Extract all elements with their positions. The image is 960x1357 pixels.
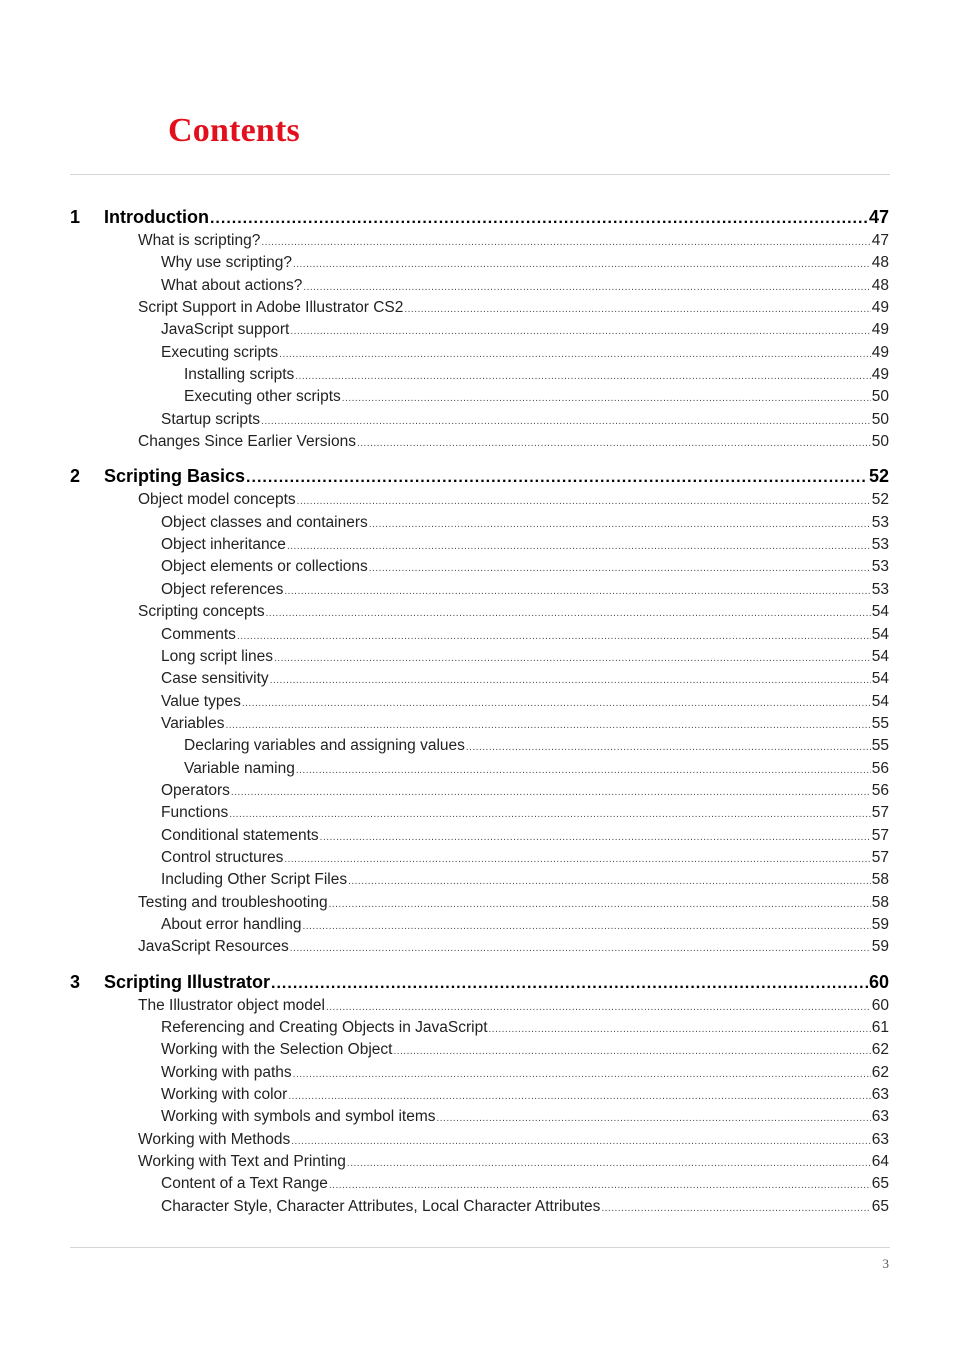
dot-leader	[293, 1069, 871, 1080]
toc-entry-page: 57	[871, 804, 889, 822]
toc-entry-title: About error handling	[161, 915, 302, 933]
dot-leader	[295, 371, 870, 382]
toc-entry-page: 54	[871, 670, 889, 688]
dot-leader	[302, 921, 870, 932]
toc-entry-title: JavaScript Resources	[138, 938, 289, 956]
dot-leader	[369, 519, 871, 530]
dot-leader	[393, 1046, 870, 1057]
toc-entry-title: Variable naming	[184, 759, 295, 777]
toc-entry[interactable]	[184, 366, 889, 388]
chapter-heading[interactable]	[0, 206, 960, 232]
toc-entry-page: 48	[871, 276, 889, 294]
toc-entry[interactable]	[161, 1019, 889, 1041]
dot-leader	[347, 1158, 871, 1169]
toc-entry-page: 53	[871, 536, 889, 554]
toc-entry-page: 65	[871, 1175, 889, 1193]
dot-leader	[293, 259, 871, 270]
toc-entry-title: Working with Text and Printing	[138, 1153, 346, 1171]
toc-entry-title: Object inheritance	[161, 536, 286, 554]
toc-entry-title: Comments	[161, 625, 236, 643]
toc-entry[interactable]	[184, 760, 889, 782]
dot-leader	[404, 304, 870, 315]
chapter-number: 1	[70, 207, 81, 227]
toc-entry[interactable]	[161, 670, 889, 692]
toc-entry-page: 63	[871, 1108, 889, 1126]
toc-entry[interactable]	[138, 1131, 889, 1153]
toc-entry[interactable]	[161, 804, 889, 826]
chapter-title: Scripting Illustrator	[104, 971, 271, 992]
toc-entry-page: 57	[871, 826, 889, 844]
dot-leader	[237, 631, 871, 642]
toc-entry[interactable]	[161, 916, 889, 938]
dot-leader	[466, 742, 871, 753]
toc-entry-title: Testing and troubleshooting	[138, 893, 328, 911]
dot-leader	[290, 326, 870, 337]
dot-leader	[229, 809, 871, 820]
toc-entry-title: What is scripting?	[138, 232, 261, 249]
toc-entry-title: Installing scripts	[184, 366, 295, 384]
toc-entry-page: 52	[871, 491, 889, 509]
toc-entry[interactable]	[161, 715, 889, 737]
toc-entry-page: 56	[871, 759, 889, 777]
toc-entry-title: Value types	[161, 692, 241, 710]
dot-leader	[288, 1091, 870, 1102]
toc-entry-title: Declaring variables and assigning values	[184, 737, 465, 755]
toc-entry-page: 60	[871, 996, 889, 1014]
chapter-number: 2	[70, 466, 81, 487]
dot-leader	[357, 438, 871, 449]
toc-entry-page: 50	[871, 410, 889, 428]
toc-entry-title: Working with color	[161, 1086, 288, 1104]
toc-entry-title: Object model concepts	[138, 491, 296, 509]
header-divider	[70, 174, 890, 175]
toc-entry-page: 62	[871, 1041, 889, 1059]
toc-entry-page: 54	[871, 603, 889, 621]
toc-entry[interactable]	[161, 648, 889, 670]
toc-entry-page: 53	[871, 580, 889, 598]
dot-leader	[342, 393, 871, 404]
toc-entry[interactable]	[161, 1086, 889, 1108]
chapter-heading[interactable]	[0, 465, 960, 491]
toc-entry-page: 49	[871, 321, 889, 339]
toc-entry-page: 54	[871, 647, 889, 665]
toc-entry[interactable]	[138, 1153, 889, 1175]
toc-entry-title: Startup scripts	[161, 410, 261, 428]
toc-entry-title: Working with the Selection Object	[161, 1041, 393, 1059]
toc-entry-page: 58	[871, 893, 889, 911]
page-title: Contents	[168, 112, 300, 149]
toc-entry-page: 55	[871, 714, 889, 732]
toc-entry[interactable]	[161, 411, 889, 433]
toc-entry[interactable]	[138, 232, 889, 254]
toc-entry-title: JavaScript support	[161, 321, 290, 339]
toc-entry-page: 65	[871, 1197, 889, 1215]
toc-entry[interactable]	[161, 581, 889, 603]
toc-entry-page: 48	[871, 254, 889, 272]
chapter-spacer	[0, 961, 960, 969]
page-number: 3	[882, 1256, 889, 1271]
toc-entry-title: Control structures	[161, 848, 284, 866]
toc-entry-page: 49	[871, 366, 889, 384]
toc-entry[interactable]	[161, 693, 889, 715]
dot-leader	[320, 832, 871, 843]
toc-entry-page: 53	[871, 558, 889, 576]
dot-leader	[225, 720, 870, 731]
dot-leader	[242, 698, 871, 709]
toc-entry-title: Variables	[161, 714, 225, 732]
toc-entry-title: Object elements or collections	[161, 558, 368, 576]
dot-leader	[210, 210, 868, 228]
toc-entry-title: Conditional statements	[161, 826, 319, 844]
dot-leader	[489, 1024, 871, 1035]
toc-entry-page: 64	[871, 1153, 889, 1171]
dot-leader	[437, 1113, 871, 1124]
toc-entry-page: 59	[871, 938, 889, 956]
toc-entry-page: 62	[871, 1063, 889, 1081]
toc-entry[interactable]	[184, 737, 889, 759]
dot-leader	[348, 876, 871, 887]
dot-leader	[266, 608, 871, 619]
dot-leader	[261, 237, 870, 248]
dot-leader	[274, 653, 871, 664]
table-of-contents	[0, 204, 960, 1220]
toc-entry[interactable]	[161, 321, 889, 343]
toc-entry-title: What about actions?	[161, 276, 303, 294]
chapter-page-number: 60	[868, 971, 889, 992]
toc-entry-title: Object references	[161, 580, 284, 598]
dot-leader	[279, 349, 871, 360]
toc-entry[interactable]	[161, 514, 889, 536]
toc-entry-page: 58	[871, 871, 889, 889]
toc-entry[interactable]	[161, 536, 889, 558]
toc-entry[interactable]	[161, 871, 889, 893]
chapter-title: Introduction	[104, 207, 209, 227]
toc-entry-page: 49	[871, 343, 889, 361]
toc-entry-title: Scripting concepts	[138, 603, 265, 621]
toc-entry-title: The Illustrator object model	[138, 996, 325, 1014]
toc-entry[interactable]	[161, 827, 889, 849]
toc-entry-title: Working with symbols and symbol items	[161, 1108, 436, 1126]
toc-entry[interactable]	[138, 603, 889, 625]
chapter-page-number: 52	[868, 466, 889, 487]
toc-entry-title: Object classes and containers	[161, 513, 368, 531]
toc-entry[interactable]	[138, 894, 889, 916]
toc-entry[interactable]	[161, 254, 889, 276]
dot-leader	[303, 282, 870, 293]
toc-entry-page: 54	[871, 692, 889, 710]
toc-entry[interactable]	[161, 558, 889, 580]
toc-entry-page: 53	[871, 513, 889, 531]
toc-entry-page: 54	[871, 625, 889, 643]
toc-entry-title: Character Style, Character Attributes, Local Character Attributes	[161, 1197, 601, 1215]
toc-entry-title: Operators	[161, 781, 230, 799]
toc-entry[interactable]	[161, 277, 889, 299]
toc-entry-title: Long script lines	[161, 647, 274, 665]
toc-entry[interactable]	[161, 782, 889, 804]
dot-leader	[270, 675, 871, 686]
dot-leader	[329, 1180, 871, 1191]
toc-entry[interactable]	[161, 626, 889, 648]
toc-entry-page: 55	[871, 737, 889, 755]
toc-entry-title: Changes Since Earlier Versions	[138, 433, 356, 451]
toc-entry-page: 50	[871, 433, 889, 451]
chapter-heading[interactable]	[0, 971, 960, 997]
dot-leader	[284, 854, 870, 865]
toc-entry-page: 47	[871, 232, 889, 249]
toc-entry-page: 57	[871, 848, 889, 866]
toc-entry-title: Referencing and Creating Objects in JavaScript	[161, 1019, 488, 1036]
toc-entry-title: Case sensitivity	[161, 670, 269, 688]
toc-entry[interactable]	[161, 1175, 889, 1197]
dot-leader	[284, 586, 870, 597]
dot-leader	[231, 787, 871, 798]
toc-entry-title: Functions	[161, 804, 229, 822]
dot-leader	[287, 541, 871, 552]
toc-entry-page: 61	[871, 1019, 889, 1036]
toc-entry-page: 63	[871, 1130, 889, 1148]
toc-entry[interactable]	[138, 433, 889, 455]
toc-entry[interactable]	[161, 1041, 889, 1063]
dot-leader	[296, 765, 871, 776]
toc-entry[interactable]	[138, 299, 889, 321]
toc-entry-page: 49	[871, 299, 889, 317]
toc-entry[interactable]	[138, 938, 889, 960]
toc-entry-title: Executing other scripts	[184, 388, 341, 406]
toc-entry-page: 63	[871, 1086, 889, 1104]
toc-entry-page: 50	[871, 388, 889, 406]
dot-leader	[290, 943, 871, 954]
toc-entry-title: Working with Methods	[138, 1130, 291, 1148]
dot-leader	[297, 496, 871, 507]
toc-entry[interactable]	[161, 1198, 889, 1220]
toc-entry[interactable]	[161, 1108, 889, 1130]
chapter-number: 3	[70, 971, 81, 992]
dot-leader	[261, 416, 871, 427]
dot-leader	[291, 1136, 871, 1147]
toc-entry[interactable]	[161, 1064, 889, 1086]
toc-entry-title: Why use scripting?	[161, 254, 292, 272]
chapter-spacer	[0, 455, 960, 463]
chapter-title: Scripting Basics	[104, 466, 246, 487]
toc-entry-title: Script Support in Adobe Illustrator CS2	[138, 299, 404, 317]
toc-entry-title: Working with paths	[161, 1063, 292, 1081]
toc-entry[interactable]	[138, 491, 889, 513]
toc-entry[interactable]	[184, 388, 889, 410]
toc-entry[interactable]	[138, 997, 889, 1019]
toc-entry[interactable]	[161, 344, 889, 366]
dot-leader	[601, 1203, 870, 1214]
toc-entry[interactable]	[161, 849, 889, 871]
toc-entry-title: Content of a Text Range	[161, 1175, 328, 1193]
toc-entry-title: Including Other Script Files	[161, 871, 348, 889]
chapter-page-number: 47	[868, 207, 889, 227]
dot-leader	[326, 1002, 871, 1013]
toc-entry-title: Executing scripts	[161, 343, 279, 361]
dot-leader	[271, 975, 868, 993]
toc-entry-page: 56	[871, 781, 889, 799]
dot-leader	[246, 469, 868, 487]
dot-leader	[369, 563, 871, 574]
footer-divider	[70, 1247, 890, 1248]
toc-entry-page: 59	[871, 915, 889, 933]
dot-leader	[329, 899, 871, 910]
